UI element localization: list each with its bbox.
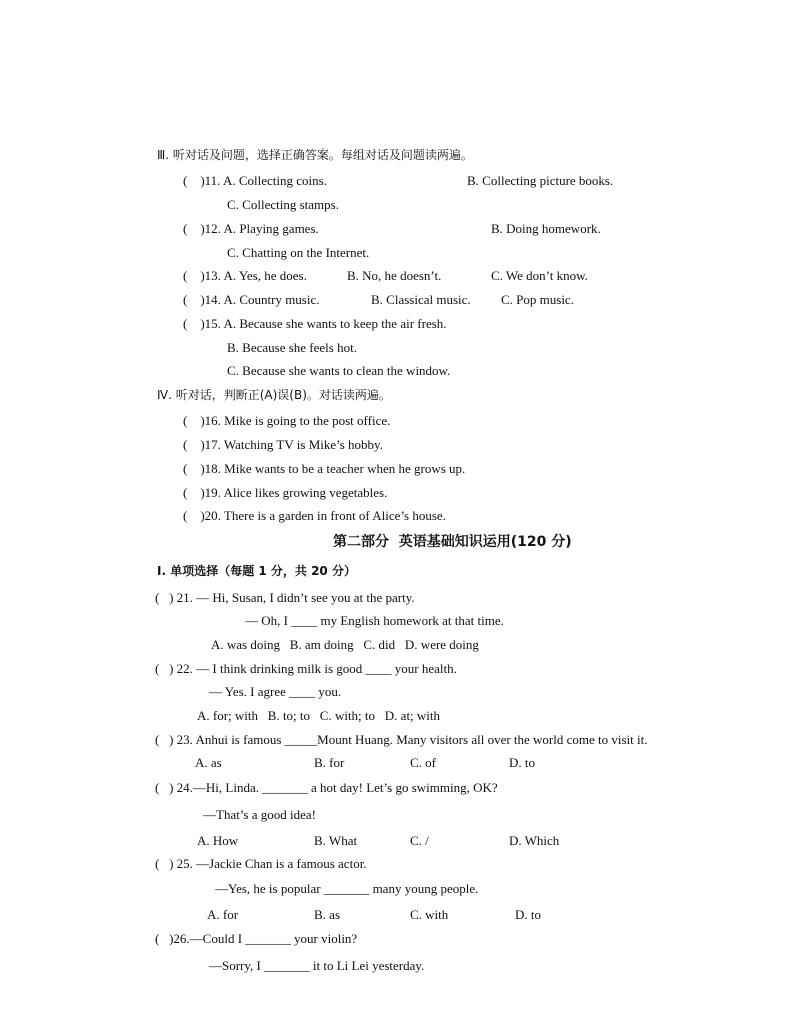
q24-option-d: D. Which xyxy=(509,833,560,848)
q12-option-b: B. Doing homework. xyxy=(491,221,601,236)
q24-line2: —That’s a good idea! xyxy=(203,807,316,822)
part-2-heading: Ⅰ. 单项选择（每题 1 分，共 20 分） xyxy=(157,564,356,578)
q22-line2: — Yes. I agree ____ you. xyxy=(209,684,342,699)
q25-option-d: D. to xyxy=(515,907,541,922)
q25-line1: ( ) 25. —Jackie Chan is a famous actor. xyxy=(155,856,367,871)
q12-option-c: C. Chatting on the Internet. xyxy=(227,245,370,260)
q24-option-a: A. How xyxy=(197,833,239,848)
q24-line1: ( ) 24.—Hi, Linda. _______ a hot day! Let’s go swimming, OK? xyxy=(155,780,498,795)
q23-line1: ( ) 23. Anhui is famous _____Mount Huang. Many visitors all over the world come to visit it. xyxy=(155,732,648,747)
q23-option-a: A. as xyxy=(195,755,222,770)
q17-item: ( )17. Watching TV is Mike’s hobby. xyxy=(183,437,383,452)
q21-line2: — Oh, I ____ my English homework at that time. xyxy=(245,613,504,628)
q12-stem: ( )12. A. Playing games. xyxy=(183,221,319,236)
section-4-heading: Ⅳ. 听对话，判断正(A)误(B)。对话读两遍。 xyxy=(157,388,391,402)
q25-option-a: A. for xyxy=(207,907,239,922)
q23-option-d: D. to xyxy=(509,755,535,770)
section-3-heading: Ⅲ. 听对话及问题，选择正确答案。每组对话及问题读两遍。 xyxy=(157,148,473,162)
q15-option-b: B. Because she feels hot. xyxy=(227,340,357,355)
q22-options: A. for; with B. to; to C. with; to D. at; with xyxy=(197,708,441,723)
q24-option-c: C. / xyxy=(410,833,429,848)
q11-option-b: B. Collecting picture books. xyxy=(467,173,614,188)
q19-item: ( )19. Alice likes growing vegetables. xyxy=(183,485,388,500)
q23-option-c: C. of xyxy=(410,755,436,770)
q18-item: ( )18. Mike wants to be a teacher when he grows up. xyxy=(183,461,466,476)
q23-option-b: B. for xyxy=(314,755,345,770)
q13-option-c: C. We don’t know. xyxy=(491,268,588,283)
q14-option-c: C. Pop music. xyxy=(501,292,574,307)
q11-stem: ( )11. A. Collecting coins. xyxy=(183,173,327,188)
q11-option-c: C. Collecting stamps. xyxy=(227,197,339,212)
q15-stem: ( )15. A. Because she wants to keep the air fresh. xyxy=(183,316,447,331)
q22-line1: ( ) 22. — I think drinking milk is good ____ your health. xyxy=(155,661,457,676)
q13-option-b: B. No, he doesn’t. xyxy=(347,268,442,283)
q25-line2: —Yes, he is popular _______ many young people. xyxy=(215,881,479,896)
q21-line1: ( ) 21. — Hi, Susan, I didn’t see you at the party. xyxy=(155,590,415,605)
q26-line2: —Sorry, I _______ it to Li Lei yesterday. xyxy=(209,958,425,973)
q14-option-b: B. Classical music. xyxy=(371,292,471,307)
q16-item: ( )16. Mike is going to the post office. xyxy=(183,413,391,428)
q20-item: ( )20. There is a garden in front of Alice’s house. xyxy=(183,508,446,523)
q14-stem: ( )14. A. Country music. xyxy=(183,292,320,307)
q15-option-c: C. Because she wants to clean the window. xyxy=(227,363,451,378)
q21-options: A. was doing B. am doing C. did D. were doing xyxy=(211,637,479,652)
q25-option-b: B. as xyxy=(314,907,340,922)
q25-option-c: C. with xyxy=(410,907,449,922)
q24-option-b: B. What xyxy=(314,833,358,848)
part-2-title: 第二部分 英语基础知识运用(120 分) xyxy=(333,534,572,550)
q13-stem: ( )13. A. Yes, he does. xyxy=(183,268,307,283)
q26-line1: ( )26.—Could I _______ your violin? xyxy=(155,931,358,946)
